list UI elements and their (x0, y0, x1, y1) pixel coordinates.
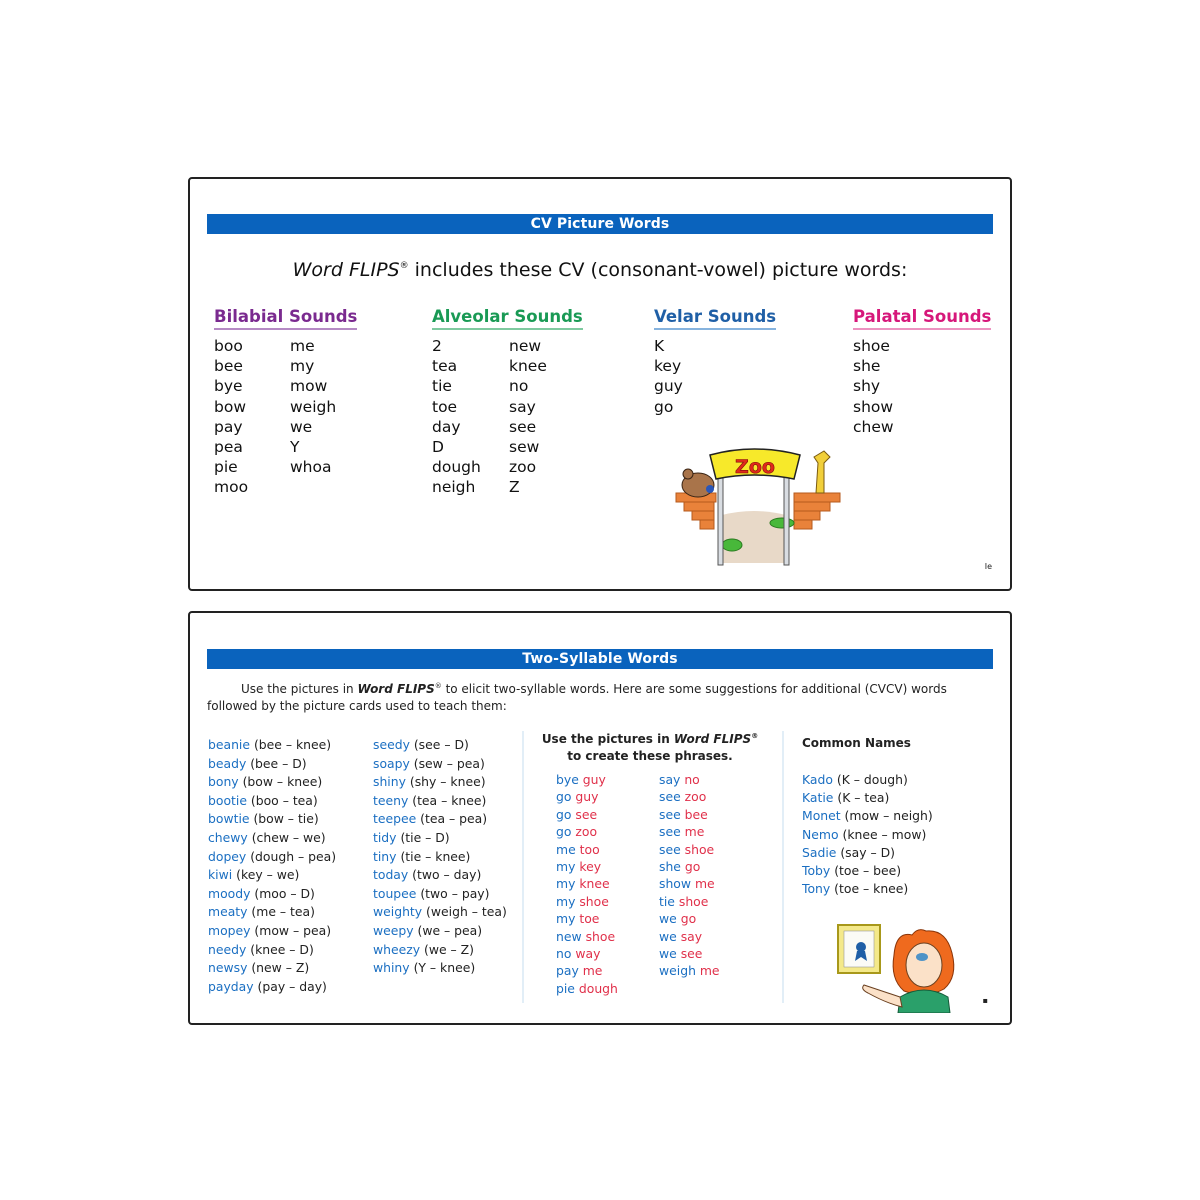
picture-cards: (pay – day) (253, 978, 327, 994)
word-item: neigh (432, 478, 476, 497)
column-divider (522, 731, 524, 1003)
phrase-second-word: me (695, 963, 720, 979)
group-heading: Velar Sounds (654, 307, 776, 330)
brand-name: Word FLIPS (673, 732, 752, 746)
picture-cards: (new – Z) (247, 960, 310, 976)
intro-text: to elicit two-syllable words. Here are some suggestions for additional (CVCV) words followed by the picture cards used to teach them: (207, 682, 947, 713)
intro-text: Use the pictures in (241, 682, 358, 696)
target-word: bootie (208, 792, 247, 808)
two-syllable-word-list (373, 736, 508, 978)
phrase-entry (556, 806, 618, 823)
phrase-second-word: toe (575, 911, 600, 927)
word-item: me (290, 337, 315, 355)
phrase-first-word: see (659, 841, 681, 857)
picture-cards: (knee – mow) (838, 826, 927, 842)
word-item: chew (853, 417, 894, 436)
phrase-first-word: say (659, 772, 681, 787)
word-entry (802, 789, 933, 807)
phrase-second-word: knee (575, 876, 610, 892)
word-entry (373, 903, 508, 922)
picture-cards: (two – pay) (416, 885, 490, 901)
phrase-first-word: go (556, 789, 572, 805)
word-entry (208, 792, 368, 811)
target-word: Sadie (802, 844, 837, 860)
word-entry (208, 941, 368, 960)
cv-picture-words-card (188, 177, 1012, 591)
phrase-list (659, 771, 720, 980)
word-item: my (290, 357, 315, 376)
phrase-entry (556, 841, 618, 858)
zoo-gate-illustration-icon (674, 445, 844, 567)
word-item: pay (214, 417, 243, 436)
teacher-with-certificate-illustration-icon (834, 919, 964, 1013)
picture-cards: (weigh – tea) (422, 904, 507, 920)
phrase-entry (556, 858, 618, 875)
word-item: pie (214, 458, 238, 477)
word-item: say (509, 397, 536, 416)
phrase-second-word: me (578, 963, 603, 979)
word-entry (373, 792, 508, 811)
target-word: bowtie (208, 811, 250, 827)
word-entry (373, 810, 508, 829)
phrase-second-word: zoo (680, 789, 707, 805)
phrase-entry (556, 875, 618, 892)
phrase-second-word: dough (574, 980, 618, 996)
phrase-second-word: say (676, 928, 703, 944)
word-item: shoe (853, 337, 890, 355)
phrase-entry (556, 980, 618, 997)
phrase-second-word: shoe (680, 841, 715, 857)
word-entry (208, 755, 368, 774)
page-number: Ie (984, 562, 992, 571)
word-item: tea (432, 357, 458, 376)
phrase-entry (556, 945, 618, 962)
phrase-second-word: shoe (575, 893, 609, 909)
picture-cards: (tie – knee) (396, 848, 471, 864)
phrases-heading (530, 728, 770, 765)
picture-cards: (K – tea) (833, 790, 890, 806)
word-entry (208, 978, 368, 997)
registered-mark: ® (434, 682, 442, 690)
picture-cards: (boo – tea) (246, 792, 318, 808)
phrase-entry (659, 910, 720, 927)
phrase-entry (659, 893, 720, 910)
target-word: needy (208, 941, 247, 957)
phrase-first-word: me (556, 841, 576, 857)
target-word: Monet (802, 808, 841, 824)
phrase-second-word: go (676, 911, 697, 927)
picture-cards: (knee – D) (246, 941, 314, 957)
word-entry (208, 810, 368, 829)
word-column (509, 336, 547, 498)
word-item: tie (432, 377, 452, 396)
bilabial-sounds-group (214, 307, 357, 498)
palatal-sounds-group (853, 307, 991, 437)
target-word: payday (208, 978, 254, 994)
word-item: dough (432, 458, 481, 477)
phrase-second-word: me (680, 824, 705, 840)
two-syllable-word-list (208, 736, 368, 996)
picture-cards: (tea – knee) (408, 792, 487, 808)
alveolar-sounds-group (432, 307, 583, 498)
phrase-first-word: we (659, 928, 677, 944)
word-item: weigh (290, 397, 337, 416)
word-item: no (509, 377, 529, 396)
phrase-first-word: see (659, 806, 681, 822)
phrase-second-word: guy (578, 772, 606, 787)
word-item: show (853, 397, 894, 416)
word-entry (802, 862, 933, 880)
target-word: shiny (373, 774, 406, 790)
phrase-first-word: bye (556, 772, 579, 787)
phrase-first-word: no (556, 946, 572, 962)
phrase-entry (556, 928, 618, 945)
picture-cards: (bow – tie) (249, 811, 319, 827)
word-column (214, 336, 290, 498)
word-item: Y (290, 438, 300, 457)
phrase-second-word: go (680, 859, 701, 875)
target-word: tidy (373, 829, 397, 845)
word-entry (373, 848, 508, 867)
word-entry (208, 848, 368, 867)
target-word: teeny (373, 792, 409, 808)
target-word: Tony (802, 881, 831, 897)
phrase-entry (659, 806, 720, 823)
word-item: moo (214, 478, 249, 497)
word-entry (208, 736, 368, 755)
heading-text: Use the pictures in (541, 732, 674, 746)
target-word: weighty (373, 904, 423, 920)
picture-cards: (shy – knee) (405, 774, 486, 790)
phrase-first-word: see (659, 789, 681, 805)
registered-mark: ® (751, 732, 759, 740)
phrase-entry (659, 962, 720, 979)
target-word: newsy (208, 960, 248, 976)
word-item: bye (214, 377, 243, 396)
phrase-entry (556, 893, 618, 910)
phrase-first-word: weigh (659, 963, 696, 979)
picture-cards: (we – Z) (420, 941, 475, 957)
phrase-first-word: she (659, 859, 681, 875)
word-entry (208, 885, 368, 904)
picture-cards: (bow – knee) (238, 774, 323, 790)
target-word: kiwi (208, 867, 233, 883)
word-entry (373, 736, 508, 755)
phrase-second-word: see (571, 806, 598, 822)
picture-cards: (mow – pea) (250, 922, 332, 938)
target-word: whiny (373, 960, 410, 976)
target-word: Toby (802, 863, 831, 879)
word-item: K (654, 337, 665, 355)
word-item: 2 (432, 337, 442, 355)
target-word: Katie (802, 790, 834, 806)
phrase-entry (659, 875, 720, 892)
intro-title (190, 259, 1010, 281)
phrase-entry (556, 771, 618, 788)
phrase-entry (556, 962, 618, 979)
word-item: shy (853, 377, 881, 396)
word-entry (802, 826, 933, 844)
phrase-entry (659, 858, 720, 875)
target-word: teepee (373, 811, 417, 827)
word-item: toe (432, 397, 458, 416)
word-entry (373, 941, 508, 960)
word-column (853, 336, 894, 437)
svg-text:Zoo: Zoo (735, 456, 775, 478)
intro-text: includes these CV (consonant-vowel) picture words: (408, 259, 908, 281)
target-word: today (373, 867, 409, 883)
picture-cards: (tea – pea) (416, 811, 488, 827)
intro-paragraph (207, 678, 980, 715)
word-item: see (509, 417, 537, 436)
word-column (654, 336, 683, 417)
word-entry (373, 773, 508, 792)
phrase-first-word: tie (659, 893, 675, 909)
picture-cards: (bee – knee) (250, 737, 332, 752)
word-item: key (654, 357, 682, 376)
phrase-second-word: bee (680, 806, 708, 822)
target-word: weepy (373, 922, 414, 938)
phrase-first-word: go (556, 806, 572, 822)
target-word: Nemo (802, 826, 839, 842)
phrase-first-word: pie (556, 980, 575, 996)
section-banner: CV Picture Words (207, 214, 993, 234)
picture-cards: (moo – D) (250, 885, 315, 901)
section-banner: Two-Syllable Words (207, 649, 993, 669)
phrase-first-word: my (556, 893, 576, 909)
picture-cards: (we – pea) (413, 922, 483, 938)
common-names-list (802, 771, 933, 898)
brand-name: Word FLIPS (357, 682, 435, 696)
target-word: dopey (208, 848, 247, 864)
word-entry (373, 959, 508, 978)
two-syllable-words-card (188, 611, 1012, 1025)
picture-cards: (sew – pea) (409, 755, 485, 771)
word-entry (802, 771, 933, 789)
phrase-entry (659, 771, 720, 788)
phrase-entry (659, 945, 720, 962)
target-word: beanie (208, 737, 250, 752)
phrase-first-word: my (556, 911, 576, 927)
phrase-entry (556, 823, 618, 840)
word-item: boo (214, 337, 243, 355)
word-item: new (509, 337, 542, 355)
phrase-entry (556, 788, 618, 805)
phrase-first-word: pay (556, 963, 579, 979)
phrase-first-word: new (556, 928, 582, 944)
picture-cards: (say – D) (836, 844, 895, 860)
word-entry (373, 922, 508, 941)
phrase-entry (659, 841, 720, 858)
word-entry (373, 829, 508, 848)
target-word: soapy (373, 755, 410, 771)
phrase-entry (659, 788, 720, 805)
word-item: zoo (509, 458, 537, 477)
picture-cards: (K – dough) (832, 772, 908, 787)
word-entry (373, 866, 508, 885)
column-divider (782, 731, 784, 1003)
phrase-second-word: me (691, 876, 715, 892)
phrase-first-word: my (556, 876, 576, 892)
phrase-second-word: shoe (581, 928, 616, 944)
target-word: seedy (373, 737, 410, 752)
phrase-second-word: way (571, 946, 601, 962)
word-entry (802, 880, 933, 898)
picture-cards: (me – tea) (247, 904, 315, 920)
page-number: ▪ (982, 996, 988, 1005)
brand-name: Word FLIPS (292, 259, 400, 281)
picture-cards: (toe – knee) (830, 881, 909, 897)
heading-text: to create these phrases. (567, 749, 733, 763)
phrase-second-word: zoo (571, 824, 598, 840)
word-column (432, 336, 509, 498)
common-names-heading: Common Names (802, 736, 911, 750)
phrase-second-word: key (575, 859, 602, 875)
word-entry (373, 755, 508, 774)
registered-mark: ® (399, 261, 409, 271)
picture-cards: (tie – D) (396, 829, 450, 845)
word-item: pea (214, 438, 243, 457)
word-entry (208, 866, 368, 885)
word-item: whoa (290, 458, 332, 477)
word-item: guy (654, 377, 683, 396)
word-entry (208, 959, 368, 978)
word-entry (802, 807, 933, 825)
word-item: bow (214, 397, 246, 416)
group-heading: Bilabial Sounds (214, 307, 357, 330)
phrase-first-word: my (556, 859, 576, 875)
word-item: Z (509, 478, 520, 497)
picture-cards: (dough – pea) (246, 848, 337, 864)
word-item: sew (509, 438, 540, 457)
word-item: we (290, 417, 313, 436)
target-word: wheezy (373, 941, 421, 957)
target-word: bony (208, 774, 239, 790)
picture-cards: (Y – knee) (409, 960, 476, 976)
picture-cards: (key – we) (232, 867, 300, 883)
velar-sounds-group (654, 307, 776, 417)
phrase-second-word: too (575, 841, 600, 857)
phrase-second-word: no (680, 772, 700, 787)
phrase-entry (659, 823, 720, 840)
word-item: day (432, 417, 461, 436)
group-heading: Palatal Sounds (853, 307, 991, 330)
picture-cards: (bee – D) (246, 755, 307, 771)
word-item: go (654, 397, 674, 416)
word-entry (208, 773, 368, 792)
word-item: mow (290, 377, 328, 396)
word-column (290, 336, 336, 498)
picture-cards: (chew – we) (247, 829, 326, 845)
phrase-first-word: go (556, 824, 572, 840)
target-word: chewy (208, 829, 248, 845)
word-item: D (432, 438, 444, 457)
word-entry (208, 903, 368, 922)
target-word: toupee (373, 885, 417, 901)
group-heading: Alveolar Sounds (432, 307, 583, 330)
picture-cards: (mow – neigh) (840, 808, 933, 824)
phrase-second-word: guy (571, 789, 599, 805)
phrase-first-word: show (659, 876, 692, 892)
target-word: tiny (373, 848, 397, 864)
picture-cards: (toe – bee) (830, 863, 902, 879)
word-entry (373, 885, 508, 904)
phrase-second-word: see (676, 946, 703, 962)
picture-cards: (see – D) (409, 737, 469, 752)
phrase-entry (556, 910, 618, 927)
phrase-first-word: see (659, 824, 681, 840)
word-entry (208, 829, 368, 848)
phrase-second-word: shoe (674, 893, 709, 909)
target-word: meaty (208, 904, 248, 920)
phrase-first-word: we (659, 946, 677, 962)
target-word: beady (208, 755, 247, 771)
phrase-first-word: we (659, 911, 677, 927)
phrase-entry (659, 928, 720, 945)
target-word: Kado (802, 772, 833, 787)
word-entry (802, 844, 933, 862)
word-item: she (853, 357, 881, 376)
phrase-list (556, 771, 618, 997)
word-item: bee (214, 357, 243, 376)
picture-cards: (two – day) (408, 867, 482, 883)
target-word: mopey (208, 922, 251, 938)
word-entry (208, 922, 368, 941)
target-word: moody (208, 885, 251, 901)
word-item: knee (509, 357, 547, 376)
